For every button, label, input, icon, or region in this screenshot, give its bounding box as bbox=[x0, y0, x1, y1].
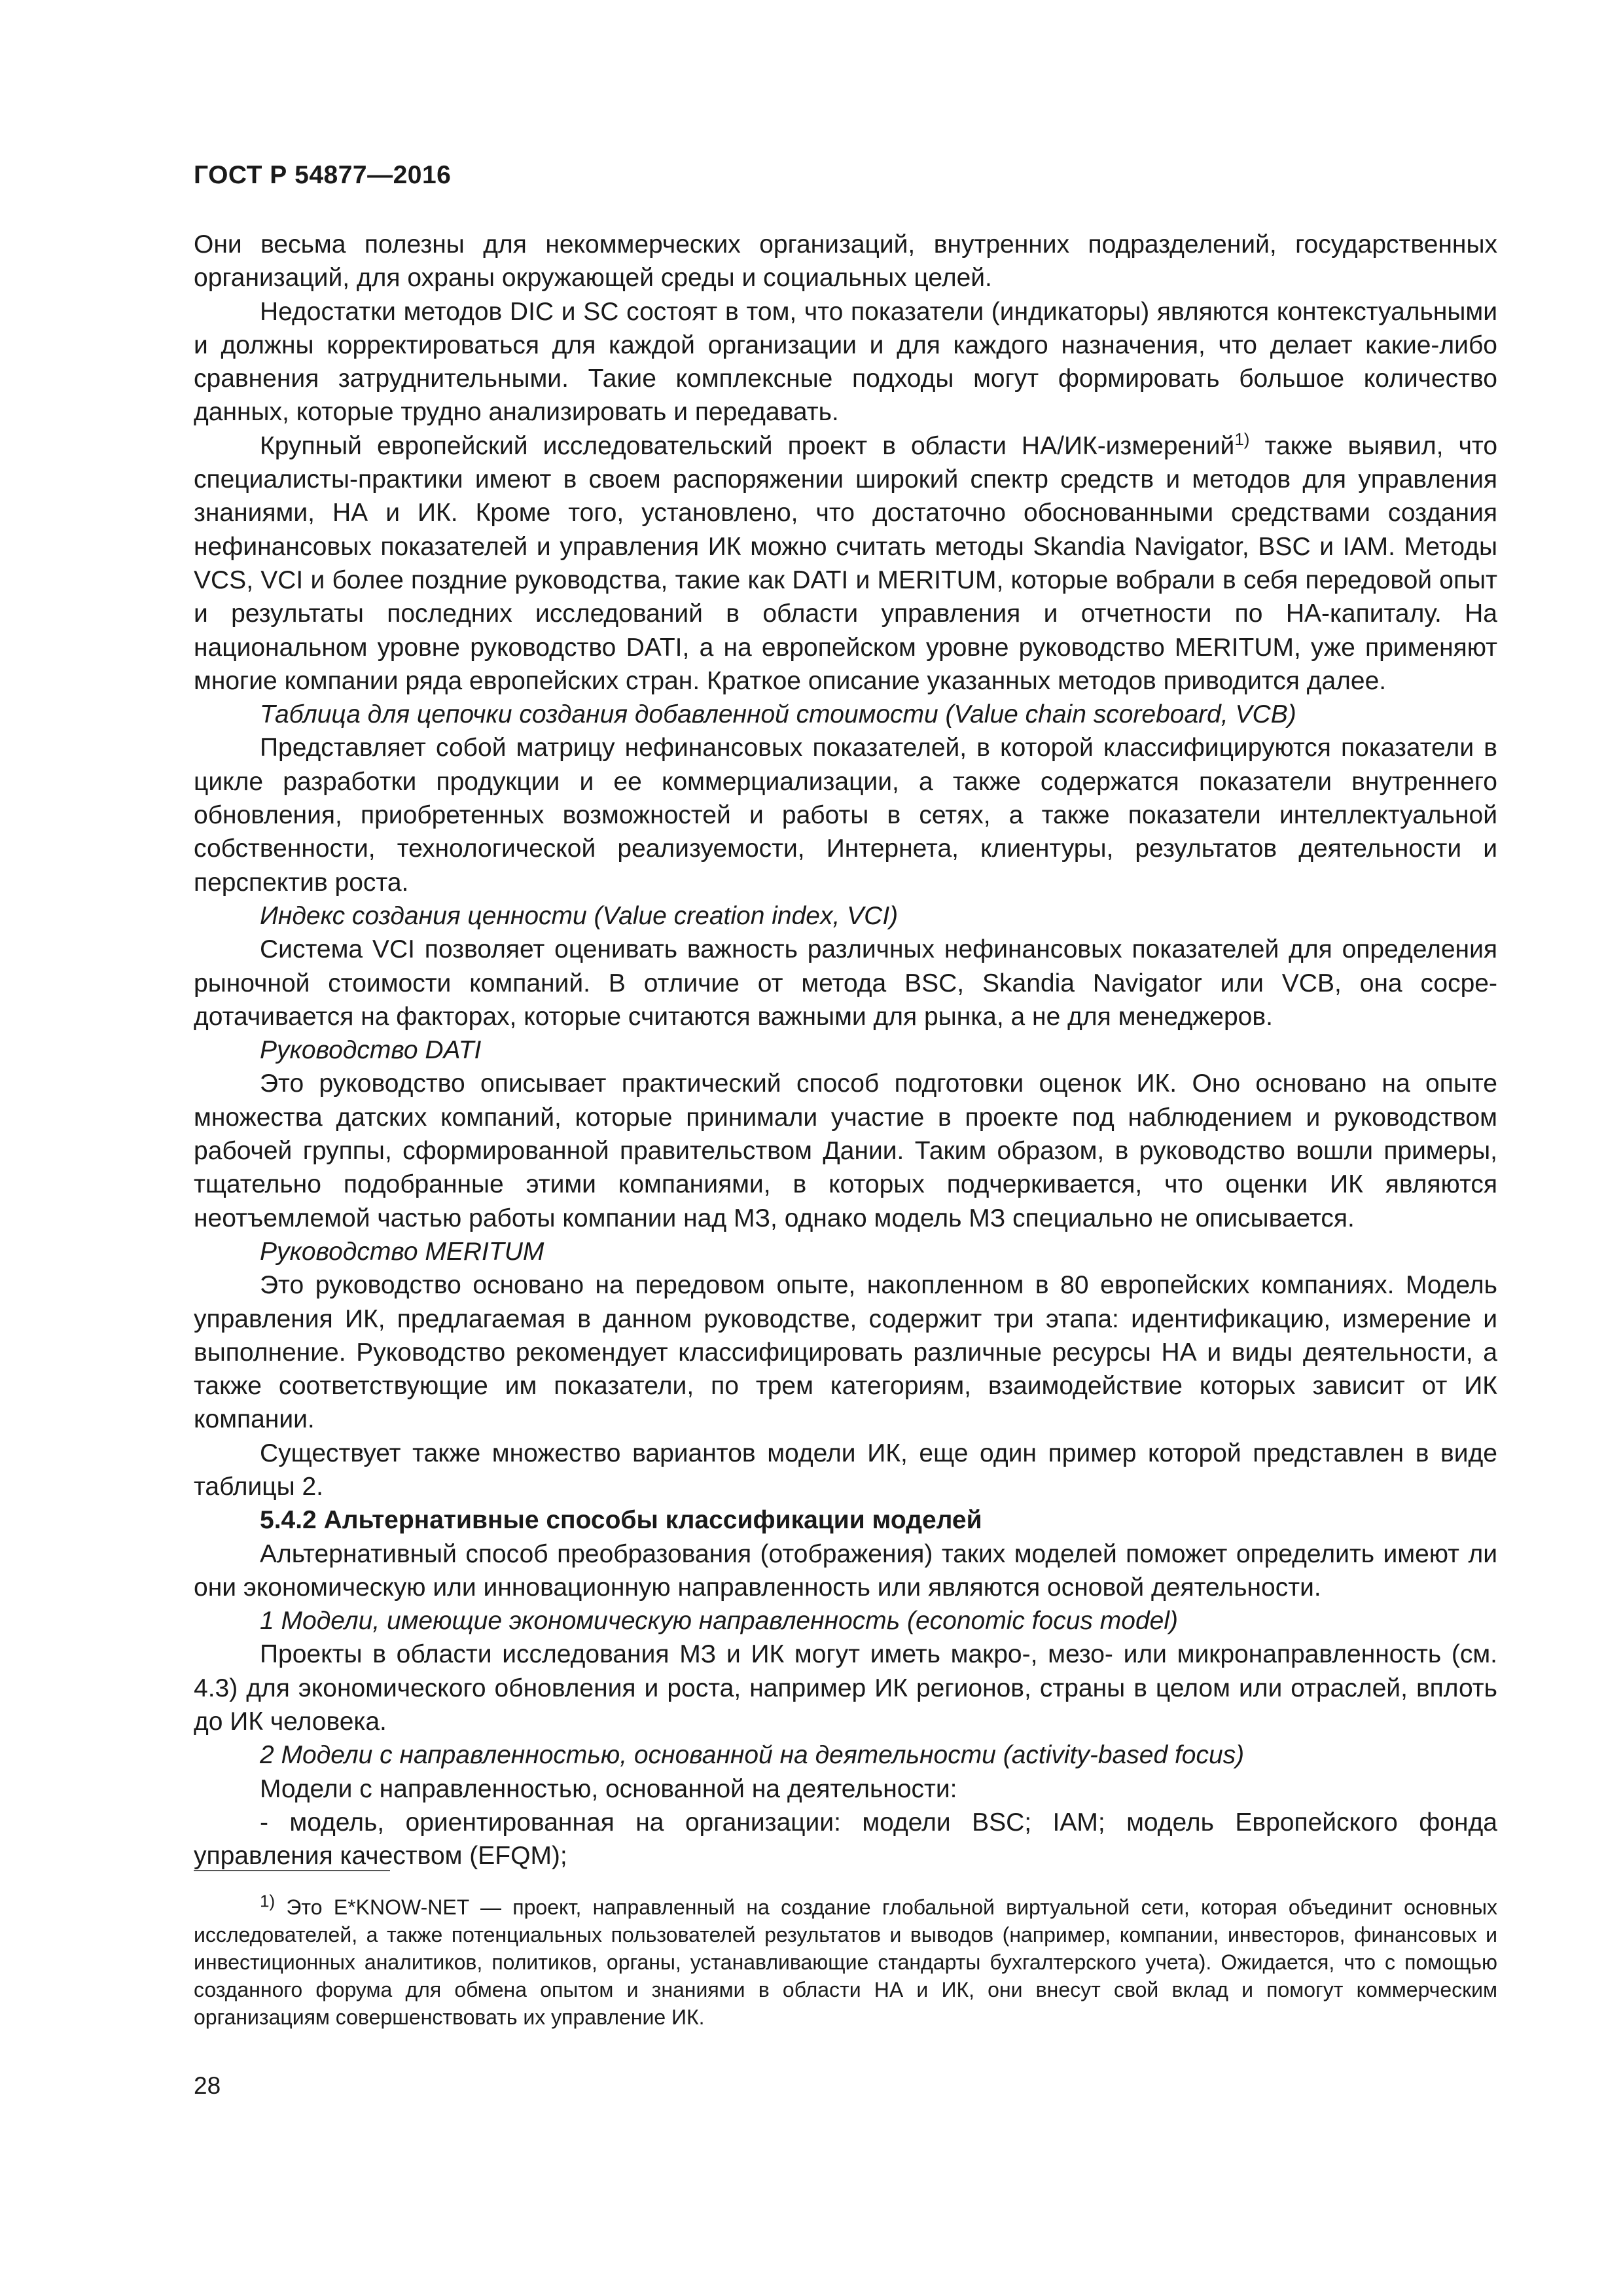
paragraph: Это руководство основано на передовом опыте, накопленном в 80 европейских компаниях. Модель управления ИК, предлагаемая в данном руководстве, содержит три этапа: идентификацию, измерение и выполнение. Руководство рекомендует классифицировать различные ресурсы НА и виды деятельности, а также соответствующие им показатели, по трем категориям, взаимодействие которых зависит от ИК компании. bbox=[194, 1271, 1497, 1434]
footnote-body: Это E*KNOW-NET — проект, направленный на создание глобальной виртуальной сети, которая объединит основных исследователей, а также потенциальных пользователей результатов и выводов (например, компании, инвесторов, финансовых и инвестиционных аналитиков, политиков, органы, устанавливающие стандарты бухгалтерского учета). Ожидается, что с помощью созданного форума для обмена опытом и знаниями в области НА и ИК, они внесут свой вклад и помогут коммерческим организациям совершенствовать их управление ИК. bbox=[194, 1895, 1497, 2029]
document-header: ГОСТ Р 54877—2016 bbox=[194, 161, 452, 189]
list-item: - модель, ориентированная на организации: модели BSC; IAM; модель Европейского фонда управления качеством (EFQM); bbox=[194, 1808, 1497, 1871]
paragraph: Система VCI позволяет оценивать важность различных нефинансовых показателей для определения рыночной стоимости компаний. В отличие от метода BSC, Skandia Navigator или VCB, она сосредотачивается на факторах, которые считаются важными для рынка, а не для менеджеров. bbox=[194, 935, 1497, 1031]
subheading-dati: Руководство DATI bbox=[260, 1036, 482, 1065]
footnote-text bbox=[194, 1891, 1497, 2032]
footnote bbox=[194, 1891, 1497, 2032]
main-text bbox=[194, 228, 1497, 1873]
subheading-activity-focus: 2 Модели с направленностью, основанной на деятельности (activity-based focus) bbox=[260, 1741, 1245, 1770]
paragraph: Представляет собой матрицу нефинансовых показателей, в которой классифицируются показатели в цикле разработки продукции и ее коммерциализации, а также содержатся показатели внутреннего обновления, приобретенных возможностей и работы в сетях, а также показатели интеллектуальной собственности, технологической реализуемости, Интернета, клиентуры, результатов деятельности и перспектив роста. bbox=[194, 734, 1497, 897]
paragraph-text: Крупный европейский исследовательский проект в области НА/ИК-измерений bbox=[260, 431, 1235, 460]
paragraph-text: также выявил, что специалисты-практики имеют в своем распоряжении широкий спектр средств и методов для управления знаниями, НА и ИК. Кроме того, установлено, что достаточно обоснованными средствами создания нефинансовых показателей и управления ИК можно считать методы Skandia Navigator, BSC и IAM. Методы VCS, VCI и более поздние руководства, такие как DATI и MERITUM, которые вобрали в себя передовой опыт и результаты последних исследований в области управления и отчетности по НА-капиталу. На национальном уровне руководство DATI, а на европейском уровне руководство MERITUM, уже применяют многие компании ряда европейских стран. Краткое описание указанных методов приводится далее. bbox=[194, 431, 1498, 695]
footnote-marker: 1) bbox=[260, 1891, 276, 1911]
footnote-separator bbox=[194, 1870, 390, 1871]
subheading-vci: Индекс создания ценности (Value creation index, VCI) bbox=[260, 901, 899, 930]
paragraph: Недостатки методов DIC и SC состоят в том, что показатели (индикаторы) являются контекстуальными и должны корректироваться для каждой организации и для каждого назначения, что делает какие-либо сравнения затруднительными. Такие комплексные подходы могут формировать большое количество данных, которые трудно анализировать и передавать. bbox=[194, 297, 1497, 427]
paragraph bbox=[194, 429, 1497, 698]
section-heading-5-4-2: 5.4.2 Альтернативные способы классификации моделей bbox=[260, 1506, 982, 1535]
subheading-vcb: Таблица для цепочки создания добавленной стоимости (Value chain scoreboard, VCB) bbox=[260, 700, 1296, 729]
paragraph: Модели с направленностью, основанной на деятельности: bbox=[260, 1774, 957, 1803]
paragraph: Альтернативный способ преобразования (отображения) таких моделей поможет определить имеют ли они экономическую или инновационную направленность или являются основой деятельности. bbox=[194, 1539, 1497, 1602]
subheading-meritum: Руководство MERITUM bbox=[260, 1237, 544, 1266]
paragraph: Это руководство описывает практический способ подготовки оценок ИК. Оно основано на опыте множества датских компаний, которые принимали участие в проекте под наблюдением и руководством рабочей группы, сформированной правительством Дании. Таким образом, в руководство вошли примеры, тщательно подобранные этими компаниями, в которых подчеркивается, что оценки ИК являются неотъемлемой частью работы компании над МЗ, однако модель МЗ специально не описывается. bbox=[194, 1069, 1497, 1232]
paragraph: Существует также множество вариантов модели ИК, еще один пример которой представлен в виде таблицы 2. bbox=[194, 1439, 1497, 1501]
page-number: 28 bbox=[194, 2072, 221, 2099]
paragraph: Они весьма полезны для некоммерческих организаций, внутренних подразделений, государственных организаций, для охраны окружающей среды и социальных целей. bbox=[194, 230, 1497, 293]
subheading-economic-focus: 1 Модели, имеющие экономическую направленность (economic focus model) bbox=[260, 1607, 1178, 1636]
paragraph: Проекты в области исследования МЗ и ИК могут иметь макро-, мезо- или микронаправленность (см. 4.3) для экономического обновления и роста, например ИК регионов, страны в целом или отраслей, вплоть до ИК человека. bbox=[194, 1640, 1497, 1736]
footnote-ref[interactable]: 1) bbox=[1234, 429, 1250, 449]
